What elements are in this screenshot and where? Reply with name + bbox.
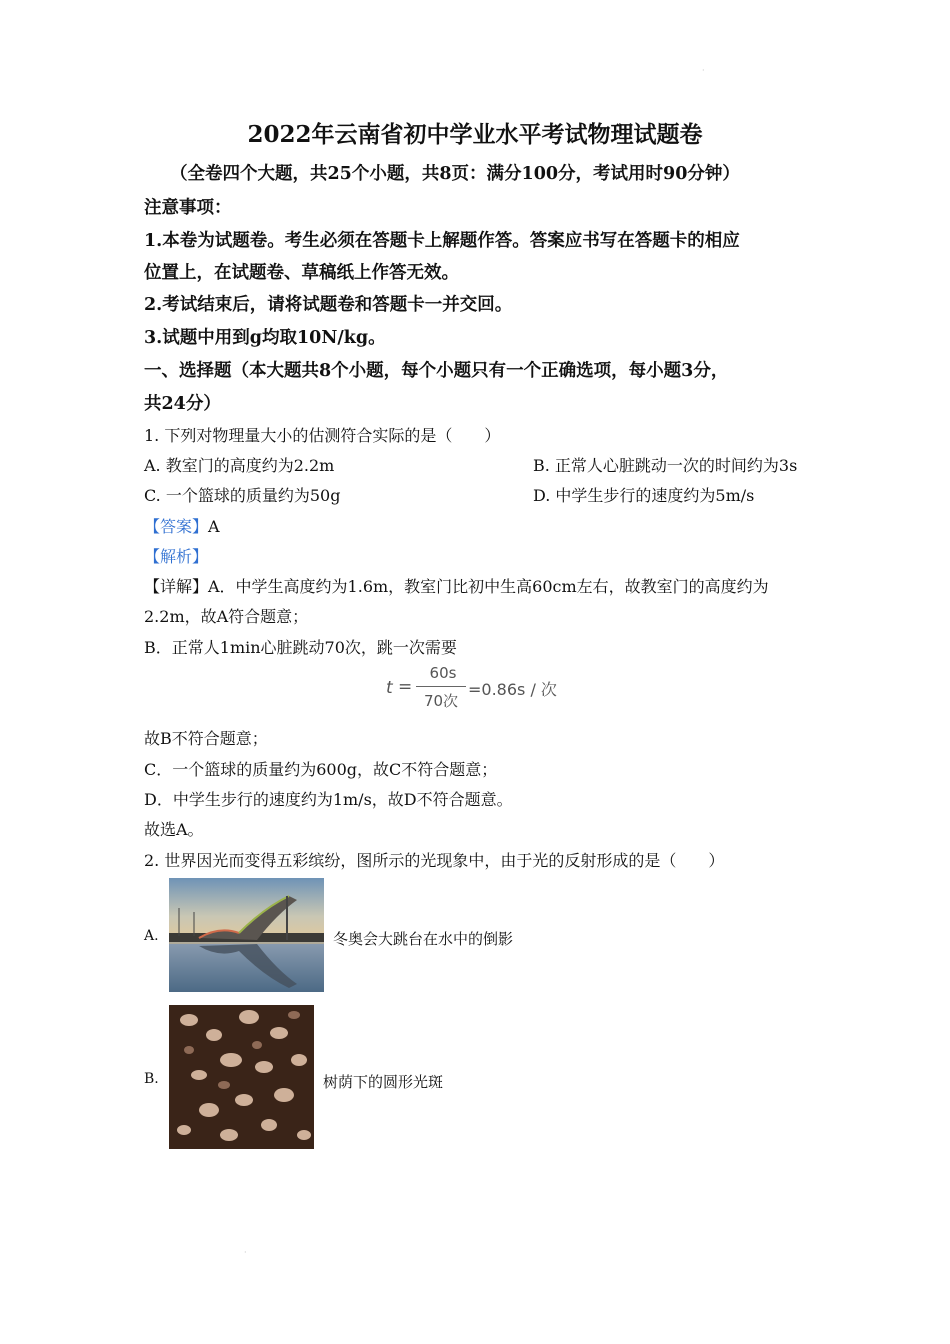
notes-heading: 注意事项： (144, 198, 232, 218)
exam-subtitle: （全卷四个大题，共25个小题，共8页：满分100分，考试用时90分钟） (170, 164, 740, 184)
tree-shade-light-spots-photo (169, 1005, 314, 1149)
answer-value: A (208, 517, 220, 536)
q2-option-a-label: A. (144, 928, 159, 944)
period-formula (386, 664, 576, 714)
q1-stem: 1. 下列对物理量大小的估测符合实际的是（ ） (144, 426, 501, 445)
q1-b-conclusion: 故B不符合题意； (144, 729, 268, 748)
note-2: 2.考试结束后，请将试题卷和答题卡一并交回。 (144, 295, 513, 315)
q1-detail-d: D．中学生步行的速度约为1m/s，故D不符合题意。 (144, 790, 513, 809)
formula-numerator: 60s (429, 664, 457, 682)
answer-tag: 【答案】 (144, 517, 209, 536)
note-1-line-1: 1.本卷为试题卷。考生必须在答题卡上解题作答。答案应书写在答题卡的相应 (144, 231, 740, 251)
formula-equals: = (398, 677, 413, 697)
q1-detail-c: C．一个篮球的质量约为600g，故C不符合题意； (144, 760, 498, 779)
q2-stem: 2. 世界因光而变得五彩缤纷，图所示的光现象中，由于光的反射形成的是（ ） (144, 851, 725, 870)
page-speck: · (702, 66, 705, 75)
q2-option-a-caption: 冬奥会大跳台在水中的倒影 (333, 930, 514, 948)
q2-option-b-label: B. (144, 1071, 159, 1087)
q1-option-a: A. 教室门的高度约为2.2m (144, 456, 335, 475)
q1-detail-line-2: 2.2m，故A符合题意； (144, 607, 309, 626)
section-heading-line-1: 一、选择题（本大题共8个小题，每个小题只有一个正确选项，每小题3分， (144, 361, 729, 381)
q1-option-b: B. 正常人心脏跳动一次的时间约为3s (533, 456, 798, 475)
formula-variable: t (386, 678, 393, 698)
analysis-tag: 【解析】 (144, 547, 209, 566)
q1-option-d: D. 中学生步行的速度约为5m/s (533, 486, 755, 505)
q1-answer (144, 514, 220, 537)
page-title: 2022年云南省初中学业水平考试物理试题卷 (247, 121, 703, 148)
q1-conclusion: 故选A。 (144, 820, 204, 839)
section-heading-line-2: 共24分） (144, 394, 221, 414)
fraction-bar (416, 686, 466, 687)
q1-detail-b: B．正常人1min心脏跳动70次，跳一次需要 (144, 638, 457, 657)
q2-option-b-caption: 树荫下的圆形光斑 (323, 1073, 444, 1091)
page-speck-bottom: · (244, 1248, 247, 1257)
note-3: 3.试题中用到g均取10N/kg。 (144, 328, 386, 348)
formula-denominator: 70次 (423, 692, 459, 710)
q1-option-c: C. 一个篮球的质量约为50g (144, 486, 341, 505)
ski-jump-reflection-photo (169, 878, 324, 992)
formula-result: =0.86s / 次 (468, 680, 557, 699)
q1-detail-line-1: 【详解】A．中学生高度约为1.6m，教室门比初中生高60cm左右，故教室门的高度约为 (144, 577, 769, 596)
note-1-line-2: 位置上，在试题卷、草稿纸上作答无效。 (144, 263, 459, 283)
